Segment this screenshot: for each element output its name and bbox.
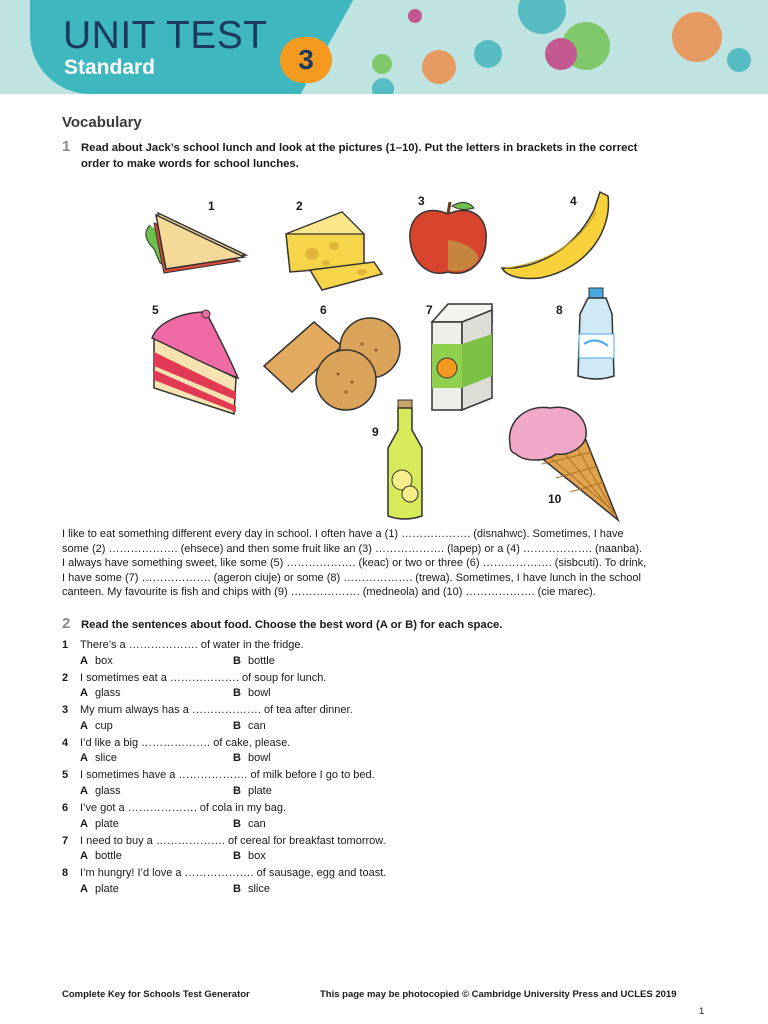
ice-cream-cone-icon (506, 404, 620, 522)
option-text: glass (94, 784, 121, 797)
question-text: I’d like a big ………………. of cake, please. (80, 736, 291, 749)
option-letter: B (233, 817, 241, 830)
paragraph-line: some (2) ………………. (ehsece) and then some fruit like an (3) ………………. (lapep) or a (4) ………………. (naanba). (62, 542, 643, 555)
option-letter: B (233, 850, 241, 863)
option-text: bowl (247, 687, 271, 700)
instruction-line: order to make words for school lunches. (81, 158, 299, 170)
option-text: plate (94, 817, 119, 830)
exercise-number: 1 (62, 138, 71, 155)
option-text: bottle (94, 850, 122, 863)
decor-dot (672, 12, 722, 62)
picture-number: 3 (418, 194, 425, 208)
picture-number: 10 (548, 492, 562, 506)
option-b[interactable] (233, 687, 271, 699)
question-number: 2 (62, 671, 69, 684)
orange-juice-carton-icon (428, 298, 498, 414)
cake-icon (148, 308, 244, 416)
unit-number-badge: 3 (280, 37, 332, 83)
biscuits-icon (262, 318, 406, 412)
water-bottle-icon (572, 288, 622, 382)
apple-icon (406, 200, 490, 278)
option-a[interactable] (80, 785, 121, 797)
option-a[interactable] (80, 818, 119, 830)
question-text: I sometimes have a ………………. of milk before I go to bed. (80, 769, 375, 782)
option-text: can (247, 817, 266, 830)
decor-dot (408, 9, 422, 23)
picture-number: 1 (208, 199, 215, 213)
section-title: Vocabulary (62, 114, 142, 131)
option-b[interactable] (233, 818, 266, 830)
exercise-number: 2 (62, 615, 71, 632)
option-letter: A (80, 817, 88, 830)
option-text: glass (94, 687, 121, 700)
question-number: 8 (62, 867, 69, 880)
picture-number: 8 (556, 303, 563, 317)
decor-dot (372, 54, 392, 74)
option-letter: B (233, 687, 241, 700)
option-text: slice (94, 752, 117, 765)
cheese-icon (282, 208, 386, 294)
decor-dot (372, 78, 394, 94)
option-b[interactable] (233, 850, 266, 862)
option-a[interactable] (80, 883, 119, 895)
question-text: I need to buy a ………………. of cereal for breakfast tomorrow. (80, 834, 386, 847)
picture-number: 9 (372, 425, 379, 439)
page-subtitle: Standard (64, 56, 156, 79)
sandwich-icon (140, 205, 252, 275)
question-number: 6 (62, 802, 69, 814)
reading-paragraph (62, 527, 712, 600)
option-a[interactable] (80, 720, 113, 732)
option-letter: B (233, 654, 241, 667)
page-header (0, 0, 768, 94)
paragraph-line: I have some (7) ………………. (ageron ciuje) or some (8) ………………. (trewa). Sometimes, I have lunch in the school (62, 571, 641, 584)
option-text: can (247, 719, 266, 732)
option-letter: A (80, 654, 88, 667)
picture-number: 5 (152, 303, 159, 317)
exercise-instruction (81, 140, 637, 172)
option-a[interactable] (80, 752, 117, 764)
footer-right: This page may be photocopied © Cambridge University Press and UCLES 2019 (320, 989, 677, 1000)
option-text: slice (247, 882, 270, 895)
option-b[interactable] (233, 720, 266, 732)
lemonade-bottle-icon (384, 400, 426, 522)
decor-dot (474, 40, 502, 68)
option-b[interactable] (233, 655, 275, 667)
decor-dot (422, 50, 456, 84)
question-text: My mum always has a ………………. of tea after dinner. (80, 704, 353, 717)
option-letter: B (233, 784, 241, 797)
question-number: 1 (62, 639, 69, 651)
picture-number: 6 (320, 303, 327, 317)
paragraph-line: I like to eat something different every day in school. I often have a (1) ………………. (disnahwc). Sometimes, I have (62, 528, 624, 540)
paragraph-line: I always have something sweet, like some (5) ………………. (keac) or two or three (6) ………………. (sisbcuti). To drink, (62, 557, 647, 570)
exercise-instruction: Read the sentences about food. Choose the best word (A or B) for each space. (81, 619, 503, 631)
page-title: UNIT TEST (63, 14, 268, 57)
option-letter: A (80, 850, 88, 863)
paragraph-line: canteen. My favourite is fish and chips with (9) ………………. (medneola) and (10) ………………. (cie marec). (62, 586, 596, 599)
instruction-line: Read about Jack’s school lunch and look at the pictures (1–10). Put the letters in brackets in the correct (81, 142, 638, 154)
option-letter: B (233, 719, 241, 732)
option-text: box (94, 654, 113, 667)
option-a[interactable] (80, 655, 113, 667)
question-text: I’ve got a ………………. of cola in my bag. (80, 802, 287, 814)
option-text: cup (94, 719, 113, 732)
question-number: 4 (62, 736, 69, 749)
option-letter: B (233, 752, 241, 765)
question-text: There’s a ………………. of water in the fridge. (80, 639, 304, 651)
option-b[interactable] (233, 883, 270, 895)
decor-dot (518, 0, 566, 34)
option-letter: A (80, 719, 88, 732)
option-text: plate (94, 882, 119, 895)
option-letter: A (80, 882, 88, 895)
decor-dot (545, 38, 577, 70)
picture-number: 7 (426, 303, 433, 317)
option-text: box (247, 850, 266, 863)
footer-left: Complete Key for Schools Test Generator (62, 989, 250, 1000)
decor-dot (727, 48, 751, 72)
option-letter: B (233, 882, 241, 895)
option-a[interactable] (80, 687, 121, 699)
question-text: I sometimes eat a ………………. of soup for lunch. (80, 671, 327, 684)
option-text: plate (247, 784, 272, 797)
option-b[interactable] (233, 785, 272, 797)
option-letter: A (80, 752, 88, 765)
picture-number: 4 (570, 194, 577, 208)
question-text: I’m hungry! I’d love a ………………. of sausage, egg and toast. (80, 867, 387, 880)
picture-number: 2 (296, 199, 303, 213)
page-number: 1 (699, 1006, 705, 1017)
question-number: 5 (62, 769, 69, 782)
option-text: bottle (247, 654, 275, 667)
option-letter: A (80, 687, 88, 700)
question-number: 7 (62, 834, 69, 847)
option-text: bowl (247, 752, 271, 765)
option-letter: A (80, 784, 88, 797)
option-b[interactable] (233, 752, 271, 764)
banana-icon (500, 188, 614, 284)
question-number: 3 (62, 704, 69, 717)
option-a[interactable] (80, 850, 122, 862)
